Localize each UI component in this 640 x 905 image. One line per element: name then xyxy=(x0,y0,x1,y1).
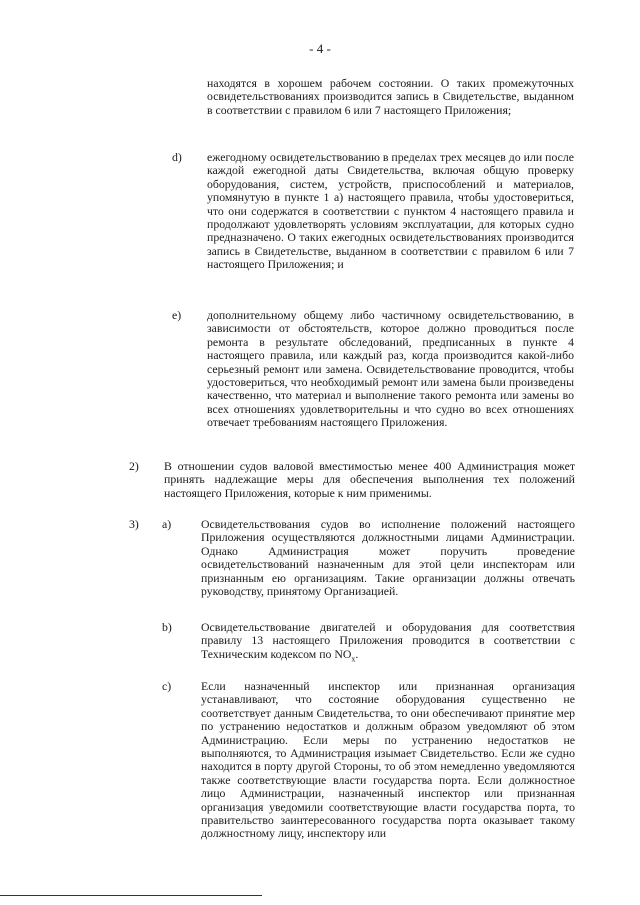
item-3b-text xyxy=(201,621,575,666)
item-3b-subscript: x xyxy=(351,654,356,664)
item-e-text: дополнительному общему либо частичному освидетельствованию, в зависимости от обстоятельств, которое должно проводиться после ремонта в результате обследований, предписанных в пункте 4 настоящего правила, или каждый раз, когда производится какой-либо серьезный ремонт или замена. Освидетельствование проводится, чтобы удостовериться, что необходимый ремонт или замена были произведены качественно, что материал и выполнение такого ремонта или замены во всех отношениях удовлетворительны и что судно во всех отношениях отвечает требованиям настоящего Приложения. xyxy=(207,308,574,430)
item-3b-label: b) xyxy=(162,620,172,634)
item-2-label: 2) xyxy=(129,459,139,473)
item-2-text: В отношении судов валовой вместимостью менее 400 Администрация может принять надлежащие меры для обеспечения выполнения тех положений настоящего Приложения, которые к ним применимы. xyxy=(164,459,575,500)
item-3c-text: Если назначенный инспектор или признанная организация устанавливают, что состояние оборудования существенно не соответствует данным Свидетельства, то они обеспечивают принятие мер по устранению недостатков и должным образом уведомляют об этом Администрацию. Если меры по устранению недостатков не выполняются, то Администрация изымает Свидетельство. Если же судно находится в порту другой Стороны, то об этом немедленно уведомляются также соответствующие власти государства порта. Если должностное лицо Администрации, назначенный инспектор или признанная организация уведомили соответствующие власти государства порта, то правительство заинтересованного государства порта оказывает такому должностному лицу, инспектору или xyxy=(201,679,575,841)
paragraph-c-continuation: находятся в хорошем рабочем состоянии. О таких промежуточных освидетельствованиях производится запись в Свидетельстве, выданном в соответствии с правилом 6 или 7 настоящего Приложения; xyxy=(207,76,574,117)
item-e-label: e) xyxy=(172,308,182,322)
item-d-label: d) xyxy=(172,150,182,164)
item-3b-main: Освидетельствование двигателей и оборудования для соответствия правилу 13 настоящего Приложения проводится в соответствии с Техническим кодексом по NO xyxy=(201,620,575,661)
item-3a-label: a) xyxy=(162,517,172,531)
item-3c-label: c) xyxy=(162,679,172,693)
item-d-text: ежегодному освидетельствованию в пределах трех месяцев до или после каждой ежегодной даты Свидетельства, включая общую проверку оборудования, систем, устройств, приспособлений и материалов, упомянутую в пункте 1 а) настоящего правила, чтобы удостовериться, что они содержатся в соответствии с пунктом 4 настоящего правила и продолжают удовлетворять условиям эксплуатации, для которых судно предназначено. О таких ежегодных освидетельствованиях производится запись в Свидетельстве, выданном в соответствии с правилом 6 или 7 настоящего Приложения; и xyxy=(207,150,574,272)
page-number: - 4 - xyxy=(309,41,331,56)
item-3a-text: Освидетельствования судов во исполнение положений настоящего Приложения осуществляются должностными лицами Администрации. Однако Администрация может поручить проведение освидетельствований назначенным для этой цели инспекторам или признанным ею организациям. Такие организации должны отвечать руководству, принятому Организацией. xyxy=(201,517,575,599)
footnote-rule xyxy=(0,895,262,896)
item-3-label: 3) xyxy=(129,517,139,531)
item-3b-end: . xyxy=(355,646,359,661)
